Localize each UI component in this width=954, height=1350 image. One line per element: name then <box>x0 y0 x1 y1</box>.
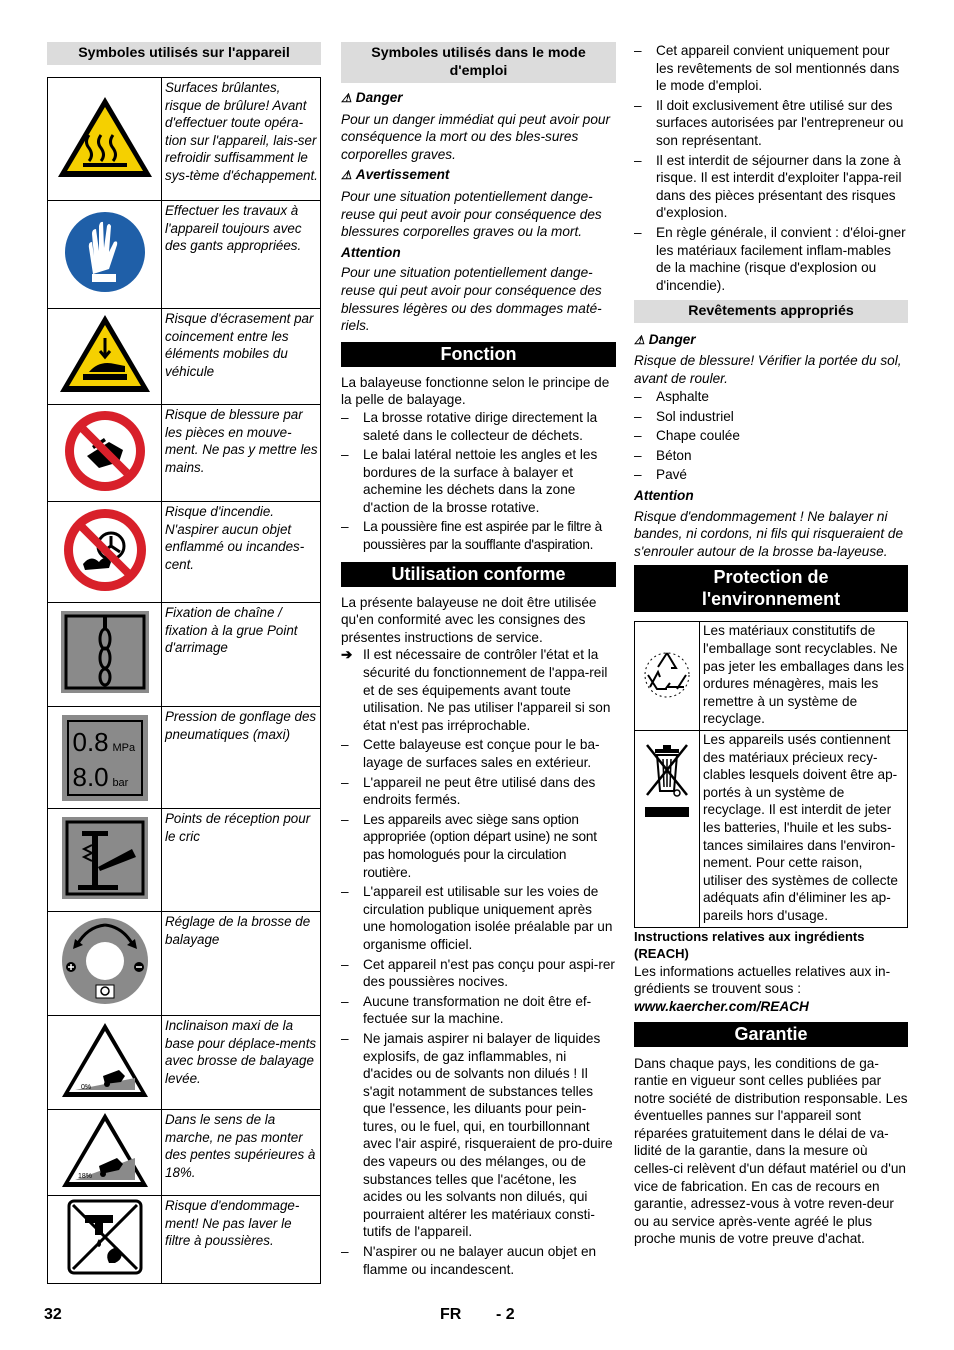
warning-triangle-icon: ⚠ <box>341 168 352 183</box>
list-item: – En règle générale, il convient : d'éloi-gner les matériaux facilement inflam-mables de la machine (risque d'explosion ou d'incendie). <box>634 224 908 294</box>
symbol-row <box>48 1110 321 1196</box>
symbol-row <box>48 309 321 405</box>
no-burning-objects-icon <box>61 506 149 594</box>
list-item: – Béton <box>634 447 908 465</box>
no-hands-icon <box>62 408 148 494</box>
symbols-device-column <box>47 42 321 1284</box>
mpa-unit: MPa <box>112 741 136 754</box>
section-number: - 2 <box>496 1306 515 1323</box>
manual-symbols-heading: Symboles utilisés dans le mode d'emploi <box>341 42 616 83</box>
list-item: – Le balai latéral nettoie les angles et les bordures de la surface à balayer et achemine les déchets dans la zone d'action de la brosse rotative. <box>341 446 616 516</box>
page-number: 32 <box>44 1306 62 1323</box>
surfaces-attention-label: Attention <box>634 488 694 504</box>
manual-symbols-column <box>341 42 616 1278</box>
surfaces-list <box>634 388 908 484</box>
list-item: – Cet appareil convient uniquement pour les revêtements de sol mentionnés dans le mode d'emploi. <box>634 42 908 95</box>
symbol-text: Surfaces brûlantes, risque de brûlure! Avant d'effectuer toute opéra-tion sur l'appareil, lais-ser refroidir suffisamment le sys-tème d'échappement. <box>162 78 321 201</box>
symbol-row <box>48 809 321 912</box>
list-item: – Il est interdit de séjourner dans la zone à risque. Il est interdit d'exploiter l'appa-reil dans des pièces présentant des risques d'explosion. <box>634 152 908 222</box>
danger-label: ⚠ Danger <box>341 90 403 105</box>
symbol-row <box>48 78 321 201</box>
symbol-text: Risque d'incendie. N'aspirer aucun objet enflammé ou incandes-cent. <box>162 502 321 603</box>
env-text: Les appareils usés contiennent des matériaux précieux recy-clables lesquels doivent être ap-portés à un système de recyclage. Il est interdit de jeter les batteries, l'huile et les subs-tances similaires dans l'environ-nement. Pour cette raison, utiliser des systèmes de collecte adéquats afin d'éliminer les ap-pareils hors d'usage. <box>700 731 908 928</box>
list-item: – Cet appareil n'est pas conçu pour aspi-rer des poussières nocives. <box>341 956 616 991</box>
arrow-icon: ➔ <box>341 647 353 663</box>
right-column <box>634 42 908 1248</box>
reach-link[interactable]: www.kaercher.com/REACH <box>634 998 809 1014</box>
list-item: – Aucune transformation ne doit être ef-fectuée sur la machine. <box>341 993 616 1028</box>
slope-percent-label: 0% <box>80 1084 91 1092</box>
list-item: – Il doit exclusivement être utilisé sur des surfaces autorisées par l'entrepreneur ou son représentant. <box>634 97 908 150</box>
no-wash-filter-icon <box>65 1197 145 1277</box>
symbol-row <box>48 603 321 707</box>
list-item: – Ne jamais aspirer ni balayer de liquides explosifs, de gaz inflammables, ni d'acides ou de solvants non dilués ! Il s'agit notamment de substances telles que l'essence, les diluants pour pein-tures, ou le fuel, qui, en tourbillonnant avec l'air aspiré, risqueraient de pro-duire des vapeurs ou des mélanges, ou de substances telles que l'acétone, les acides ou les solvants non dilués, qui pourraient altérer les matériaux consti-tutifs de l'appareil. <box>341 1030 616 1241</box>
symbol-text: Effectuer les travaux à l'appareil toujours avec des gants appropriées. <box>162 201 321 309</box>
attention-text: Pour une situation potentiellement dange-reuse qui peut avoir pour conséquence des blessures légères ou des dommages maté-riels. <box>341 265 602 334</box>
symbol-row <box>48 1196 321 1284</box>
slope-max-icon <box>59 1110 151 1190</box>
list-item: – Cette balayeuse est conçue pour le ba-layage de surfaces sales en extérieur. <box>341 736 616 771</box>
surfaces-danger-text: Risque de blessure! Vérifier la portée du sol, avant de rouler. <box>634 352 902 386</box>
symbol-row <box>48 502 321 603</box>
bar-unit: bar <box>112 776 129 789</box>
fonction-intro: La balayeuse fonctionne selon le principe de la pelle de balayage. <box>341 374 610 408</box>
symbol-text: Inclinaison maxi de la base pour déplace-ments avec brosse de balayage levée. <box>162 1016 321 1110</box>
crossed-bin-icon <box>639 737 695 819</box>
symbol-text: Fixation de chaîne / fixation à la grue Point d'arrimage <box>162 603 321 707</box>
list-item: – Sol industriel <box>634 408 908 426</box>
list-item: – Asphalte <box>634 388 908 406</box>
list-item: – La poussière fine est aspirée par le filtre à poussières par la soufflante d'aspiration. <box>341 518 616 553</box>
fonction-heading: Fonction <box>341 342 616 367</box>
guarantee-text: Dans chaque pays, les conditions de ga-rantie en vigueur sont celles publiées par notre société de distribution responsable. Les éventuelles pannes sur l'appareil sont réparées gratuitement dans le délai de va-lidité de la garantie, dans la mesure où celles-ci relèvent d'un défaut matériel ou d'un vice de fabrication. En cas de recours en garantie, adressez-vous à votre reven-deur ou au service après-vente agréé le plus proche munis de votre preuve d'achat. <box>634 1055 908 1247</box>
guarantee-heading: Garantie <box>634 1022 908 1047</box>
surfaces-heading: Revêtements appropriés <box>634 300 908 323</box>
brush-adjust-icon <box>59 915 151 1007</box>
recycling-icon <box>640 647 694 701</box>
usage-list <box>341 736 616 1278</box>
jack-point-icon <box>60 815 150 901</box>
env-row <box>635 622 908 731</box>
warning-label: ⚠ Avertissement <box>341 167 450 183</box>
env-table <box>634 621 908 927</box>
symbol-text: Dans le sens de la marche, ne pas monter des pentes supérieures à 18%. <box>162 1110 321 1196</box>
list-item: – L'appareil ne peut être utilisé dans des endroits fermés. <box>341 774 616 809</box>
env-row <box>635 731 908 928</box>
env-text: Les matériaux constitutifs de l'emballage sont recyclables. Ne pas jeter les emballages dans les ordures ménagères, mais les remettre à un système de recyclage. <box>700 622 908 731</box>
usage-list-continued <box>634 42 908 294</box>
list-item: – Chape coulée <box>634 427 908 445</box>
fonction-list <box>341 409 616 554</box>
symbol-text: Risque d'endommage-ment! Ne pas laver le filtre à poussières. <box>162 1196 321 1284</box>
bar-value: 8.0 <box>72 761 109 792</box>
tire-pressure-icon <box>62 715 148 801</box>
chain-anchor-icon <box>59 609 151 695</box>
usage-heading: Utilisation conforme <box>341 562 616 587</box>
symbol-text: Risque d'écrasement par coincement entre les éléments mobiles du véhicule <box>162 309 321 405</box>
symbol-text: Points de réception pour le cric <box>162 809 321 912</box>
list-item: – N'aspirer ou ne balayer aucun objet en flamme ou incandescent. <box>341 1243 616 1278</box>
list-item: – Les appareils avec siège sans option appropriée (option départ usine) ne sont pas homologués pour la circulation routière. <box>341 811 616 881</box>
warning-triangle-icon: ⚠ <box>634 333 645 348</box>
hot-surface-warning-icon <box>55 93 155 181</box>
symbol-text: Risque de blessure par les pièces en mouve-ment. Ne pas y mettre les mains. <box>162 405 321 502</box>
symbols-device-heading: Symboles utilisés sur l'appareil <box>47 42 321 65</box>
symbol-row <box>48 707 321 809</box>
surfaces-attention-text: Risque d'endommagement ! Ne balayer ni bandes, ni cordons, ni fils qui risqueraient de s'enrouler autour de la brosse ba-layeuse. <box>634 508 904 559</box>
mpa-value: 0.8 <box>72 726 109 757</box>
slope-percent-label: 18% <box>77 1173 92 1181</box>
attention-label: Attention <box>341 244 401 260</box>
symbol-row <box>48 1016 321 1110</box>
usage-intro: La présente balayeuse ne doit être utilisée qu'en conformité avec les consignes des présentes instructions de service. <box>341 594 597 645</box>
list-item: – La brosse rotative dirige directement la saleté dans le collecteur de déchets. <box>341 409 616 444</box>
gloves-mandatory-icon <box>63 210 147 294</box>
env-heading: Protection de l'environnement <box>634 565 908 612</box>
danger-text: Pour un danger immédiat qui peut avoir pour conséquence la mort ou des bles-sures corporelles graves. <box>341 111 611 162</box>
surfaces-danger-label: ⚠ Danger <box>634 332 696 348</box>
symbol-row <box>48 912 321 1016</box>
symbol-text: Réglage de la brosse de balayage <box>162 912 321 1016</box>
slope-brush-raised-icon <box>59 1020 151 1100</box>
warning-triangle-icon: ⚠ <box>341 91 352 105</box>
reach-heading: Instructions relatives aux ingrédients (REACH) <box>634 928 865 962</box>
warning-text: Pour une situation potentiellement dange-reuse qui peut avoir pour conséquence des blessures corporelles graves ou la mort. <box>341 188 602 240</box>
list-item: – Pavé <box>634 466 908 484</box>
symbols-table <box>47 77 321 1284</box>
symbol-text: Pression de gonflage des pneumatiques (maxi) <box>162 707 321 809</box>
symbol-row <box>48 405 321 502</box>
crushing-hazard-icon <box>57 312 153 396</box>
language-code: FR <box>440 1306 462 1323</box>
reach-text: Les informations actuelles relatives aux in-grédients se trouvent sous : <box>634 963 891 997</box>
list-item: – L'appareil est utilisable sur les voies de circulation publique uniquement après une homologation isolée préalable par un organisme officiel. <box>341 883 616 953</box>
symbol-row <box>48 201 321 309</box>
usage-arrow-item: ➔ Il est nécessaire de contrôler l'état et la sécurité du fonctionnement de l'appa-reil et de ses équipements avant toute utilisation. Ne pas utiliser l'appareil si son état n'est pas irréprochable. <box>341 647 611 733</box>
